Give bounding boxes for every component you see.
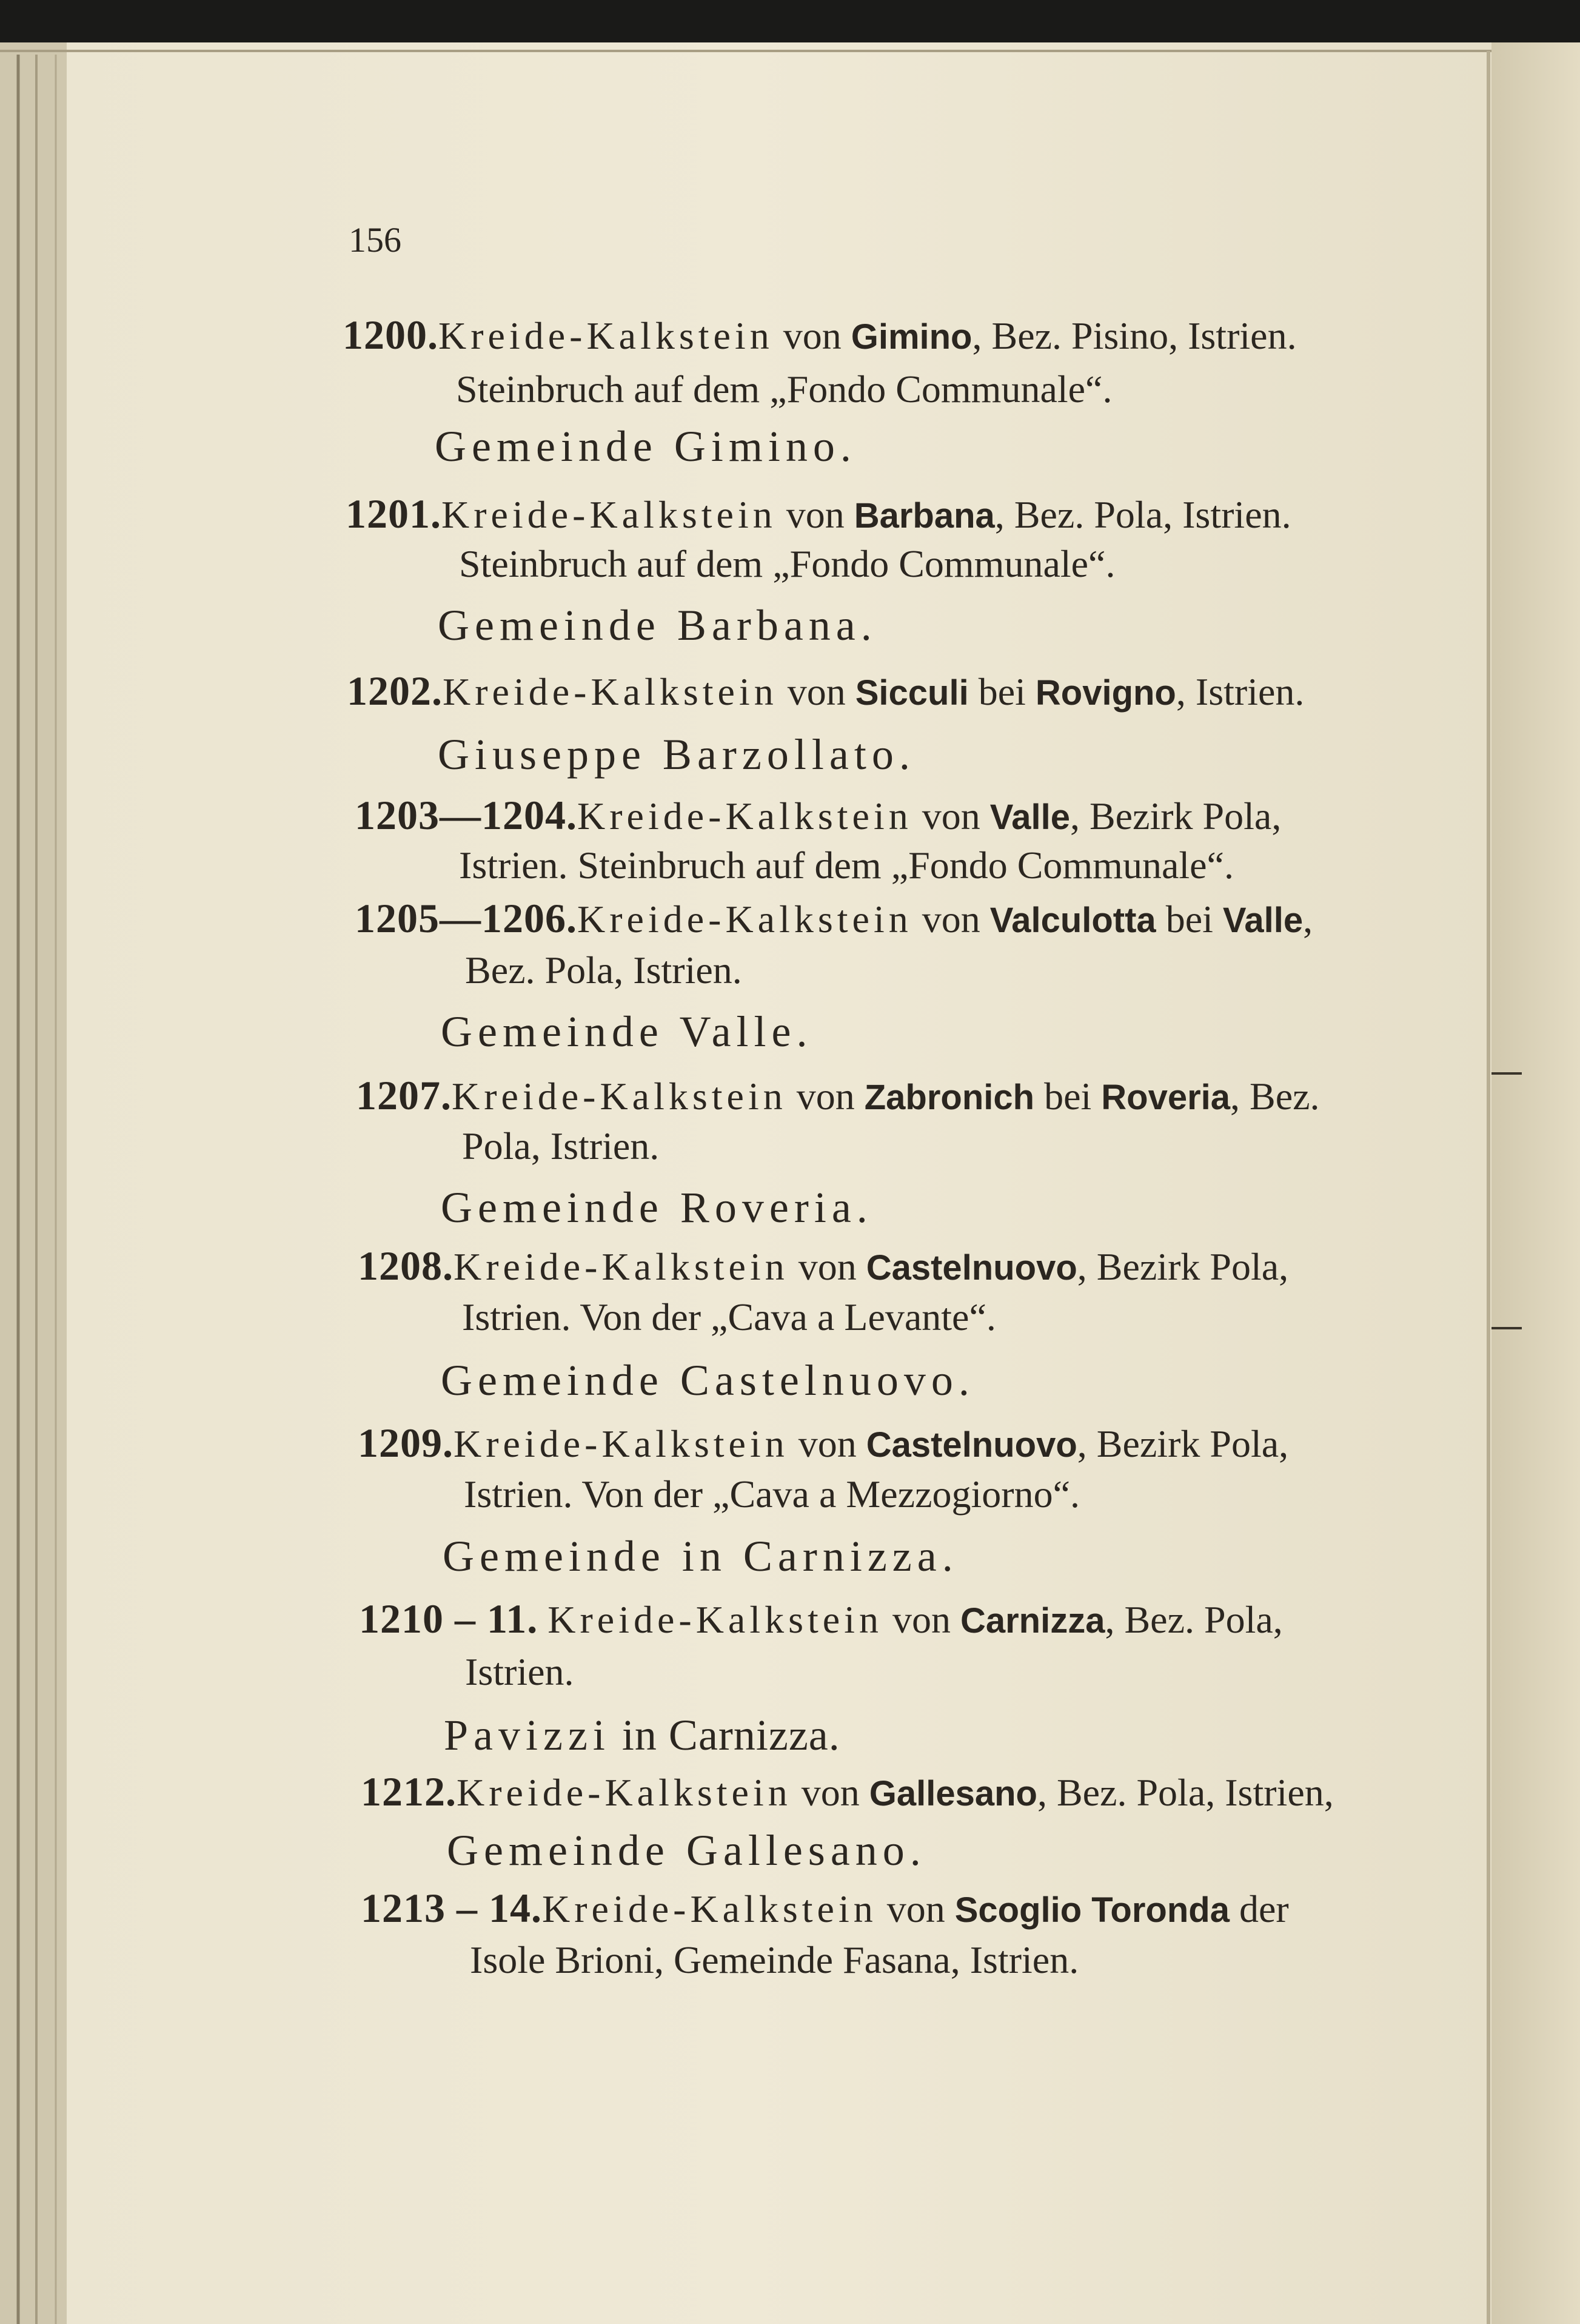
entry-1213-line2: Isole Brioni, Gemeinde Fasana, Istrien. <box>470 1938 1079 1981</box>
entry-rest: , Bez. Pola, Istrien, <box>1037 1771 1334 1814</box>
heading-name: Pavizzi <box>444 1711 611 1759</box>
entry-1203-line2: Istrien. Steinbruch auf dem „Fondo Communale“. <box>459 844 1234 887</box>
entry-number: 1209. <box>358 1420 454 1466</box>
place-name: Carnizza <box>960 1601 1105 1641</box>
section-heading: Giuseppe Barzollato. <box>438 730 916 779</box>
section-heading: Gemeinde Castelnuovo. <box>441 1356 975 1405</box>
entry-mid: bei <box>968 670 1036 713</box>
entry-1209-line1 <box>358 1420 1289 1466</box>
entry-von: von <box>796 1075 855 1118</box>
entry-1208-line1 <box>358 1243 1289 1289</box>
entry-1212-line1 <box>361 1768 1334 1815</box>
entry-number: 1208. <box>358 1243 454 1289</box>
place-name: Sicculi <box>855 673 969 713</box>
stone-type: Kreide-Kalkstein <box>454 1422 789 1465</box>
section-heading: Gemeinde Gimino. <box>435 422 857 471</box>
stone-type: Kreide-Kalkstein <box>577 794 912 838</box>
entry-1201-line1 <box>346 491 1291 537</box>
entry-number: 1212. <box>361 1768 457 1815</box>
entry-1208-line2: Istrien. Von der „Cava a Levante“. <box>462 1295 996 1338</box>
section-heading: Gemeinde Roveria. <box>441 1183 873 1232</box>
place-name: Gallesano <box>869 1774 1037 1813</box>
entry-number: 1202. <box>347 668 443 714</box>
entry-rest: , Bezirk Pola, <box>1077 1422 1289 1465</box>
entry-von: von <box>787 670 846 713</box>
entry-number: 1203—1204. <box>355 792 577 838</box>
entry-von: von <box>892 1598 951 1641</box>
place-name: Zabronich <box>864 1078 1035 1117</box>
entry-rest: , <box>1303 898 1313 941</box>
place-name: Gimino <box>851 317 972 357</box>
place-name: Castelnuovo <box>866 1248 1077 1288</box>
stone-type: Kreide-Kalkstein <box>457 1771 792 1814</box>
entry-1200-line2: Steinbruch auf dem „Fondo Communale“. <box>456 368 1113 411</box>
entry-number: 1200. <box>343 312 438 358</box>
place-name: Roveria <box>1101 1078 1231 1117</box>
entry-rest: , Bez. Pisino, Istrien. <box>972 314 1297 357</box>
entry-1209-line2: Istrien. Von der „Cava a Mezzogiorno“. <box>464 1473 1080 1516</box>
entry-1210-line2: Istrien. <box>465 1650 574 1693</box>
place-name: Castelnuovo <box>866 1425 1077 1465</box>
entry-rest: , Istrien. <box>1176 670 1305 713</box>
section-heading <box>444 1713 840 1757</box>
stone-type: Kreide-Kalkstein <box>454 1245 789 1288</box>
stone-type: Kreide-Kalkstein <box>547 1598 883 1641</box>
place-name: Scoglio Toronda <box>954 1890 1230 1930</box>
entry-number: 1213 – 14. <box>361 1885 542 1931</box>
entry-number: 1205—1206. <box>355 895 577 941</box>
place-name: Valculotta <box>989 901 1156 940</box>
stone-type: Kreide-Kalkstein <box>577 898 912 941</box>
heading-location: in Carnizza. <box>610 1711 840 1759</box>
entry-1205-line2: Bez. Pola, Istrien. <box>465 949 742 992</box>
entry-mid: bei <box>1034 1075 1102 1118</box>
entry-1201-line2: Steinbruch auf dem „Fondo Communale“. <box>459 542 1116 585</box>
entry-1205-line1 <box>355 895 1313 941</box>
entry-1213-line1 <box>361 1887 1289 1929</box>
place-name: Valle <box>989 798 1070 837</box>
entry-1207-line1 <box>356 1072 1320 1118</box>
entry-1202-line1 <box>347 668 1305 714</box>
stone-type: Kreide-Kalkstein <box>443 670 778 713</box>
place-name: Valle <box>1222 901 1304 940</box>
entry-rest: , Bezirk Pola, <box>1070 794 1282 838</box>
place-name: Barbana <box>854 496 995 536</box>
section-heading: Gemeinde Valle. <box>441 1007 813 1056</box>
section-heading: Gemeinde in Carnizza. <box>443 1532 959 1580</box>
stone-type: Kreide-Kalkstein <box>452 1075 787 1118</box>
entry-rest: , Bez. Pola, <box>1105 1598 1283 1641</box>
entry-von: von <box>801 1771 860 1814</box>
entry-von: von <box>786 493 845 536</box>
page-number: 156 <box>349 220 401 260</box>
entry-von: von <box>798 1245 857 1288</box>
entry-1203-line1 <box>355 794 1281 836</box>
entry-von: von <box>922 898 980 941</box>
entry-von: von <box>886 1887 945 1930</box>
stone-type: Kreide-Kalkstein <box>441 493 777 536</box>
entry-von: von <box>783 314 842 357</box>
entry-von: von <box>798 1422 857 1465</box>
entry-1207-line2: Pola, Istrien. <box>462 1124 660 1167</box>
stone-type: Kreide-Kalkstein <box>542 1887 877 1930</box>
entry-1200-line1 <box>343 312 1297 358</box>
entry-rest: , Bez. <box>1230 1075 1320 1118</box>
entry-rest: , Bezirk Pola, <box>1077 1245 1289 1288</box>
entry-number: 1207. <box>356 1072 452 1118</box>
entry-von: von <box>922 794 980 838</box>
entry-1210-line1 <box>359 1596 1283 1642</box>
entry-mid: bei <box>1156 898 1223 941</box>
stone-type: Kreide-Kalkstein <box>438 314 774 357</box>
entry-rest: der <box>1229 1887 1289 1930</box>
section-heading: Gemeinde Gallesano. <box>447 1826 926 1875</box>
next-page-edge <box>1479 42 1580 2324</box>
section-heading: Gemeinde Barbana. <box>438 601 877 650</box>
entry-number: 1210 – 11. <box>359 1596 538 1642</box>
entry-number: 1201. <box>346 491 441 537</box>
entry-rest: , Bez. Pola, Istrien. <box>994 493 1291 536</box>
place-name: Rovigno <box>1035 673 1176 713</box>
